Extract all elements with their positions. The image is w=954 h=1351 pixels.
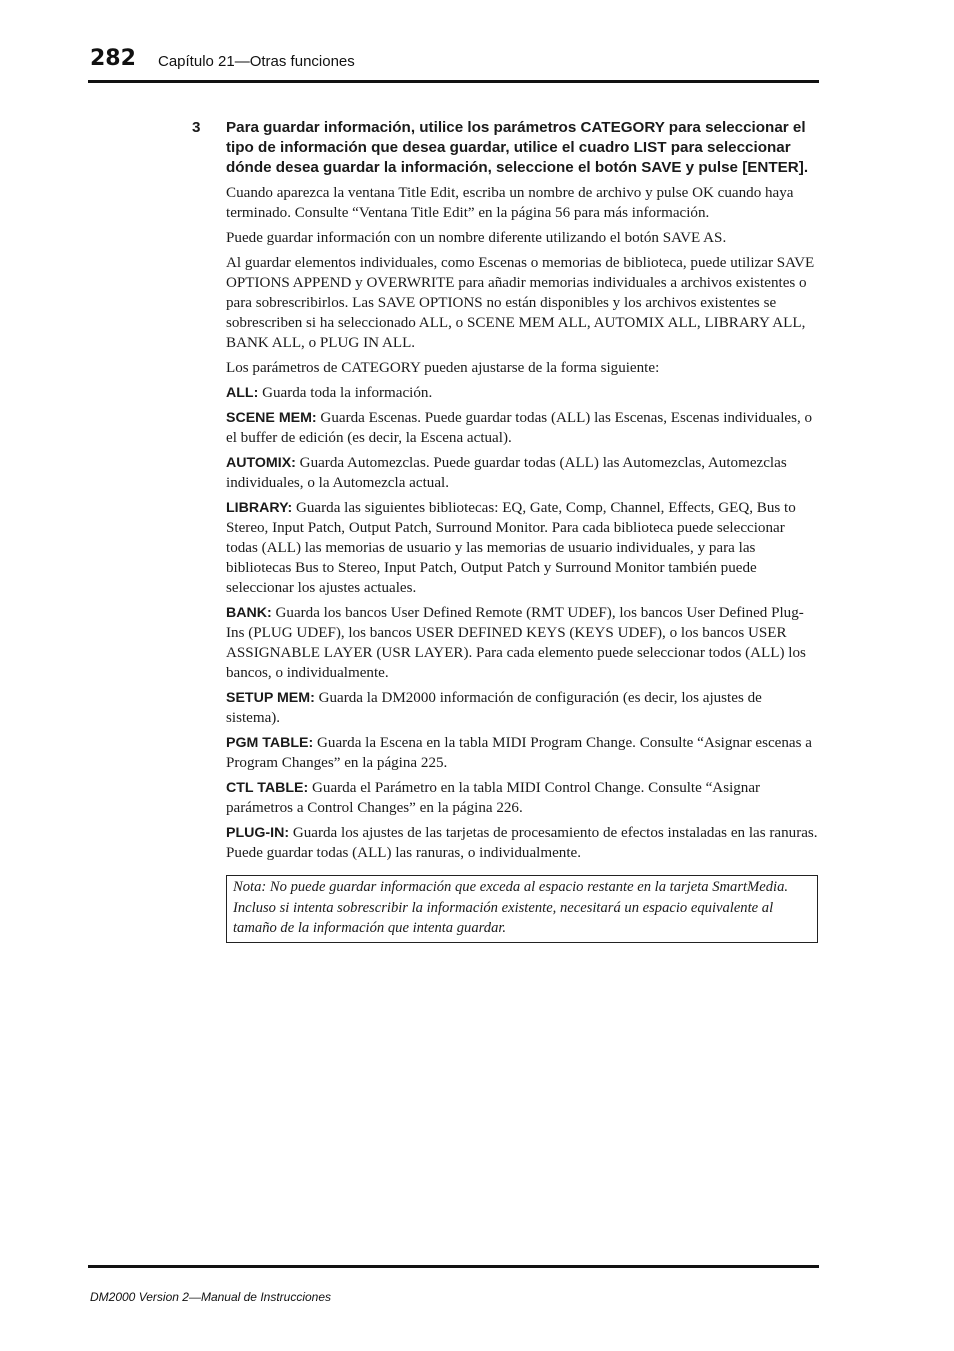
definition-scene-mem [226,408,818,448]
step-number: 3 [192,119,201,136]
definition-term: PLUG-IN: [226,825,290,841]
definition-term: CTL TABLE: [226,780,309,796]
definition-text: Guarda el Parámetro en la tabla MIDI Control Change. Consulte “Asignar parámetros a Control Changes” en la página 226. [226,780,761,816]
definition-library [226,498,818,598]
definition-bank [226,603,818,683]
step-body [226,183,818,943]
definition-all [226,383,818,403]
definition-term: SETUP MEM: [226,690,315,706]
definition-ctl-table [226,778,818,818]
definition-pgm-table [226,733,818,773]
chapter-title: Capítulo 21—Otras funciones [158,53,355,70]
definition-term: AUTOMIX: [226,455,296,471]
note-box: Nota: No puede guardar información que exceda al espacio restante en la tarjeta SmartMedia. Incluso si intenta sobrescribir la información existente, necesitará un espacio equivalente al tamaño de la información que intenta guardar. [226,875,818,943]
step-title: Para guardar información, utilice los parámetros CATEGORY para seleccionar el tipo de información que desea guardar, utilice el cuadro LIST para seleccionar dónde desea guardar la información, seleccione el botón SAVE y pulse [ENTER]. [226,119,809,176]
paragraph: Puede guardar información con un nombre diferente utilizando el botón SAVE AS. [226,230,727,246]
paragraph: Los parámetros de CATEGORY pueden ajustarse de la forma siguiente: [226,360,660,376]
main-content [192,118,818,943]
definition-term: BANK: [226,605,272,621]
definition-setup-mem [226,688,818,728]
page-header [88,44,819,82]
definition-text: Guarda Escenas. Puede guardar todas (ALL) las Escenas, Escenas individuales, o el buffer de edición (es decir, la Escena actual). [226,410,813,446]
definition-term: SCENE MEM: [226,410,317,426]
definition-text: Guarda la Escena en la tabla MIDI Program Change. Consulte “Asignar escenas a Program Changes” en la página 225. [226,735,812,771]
definition-plug-in [226,823,818,863]
definition-text: Guarda los bancos User Defined Remote (RMT UDEF), los bancos User Defined Plug-Ins (PLUG UDEF), los bancos USER DEFINED KEYS (KEYS UDEF), o los bancos USER ASSIGNABLE LAYER (USR LAYER). Para cada elemento puede seleccionar todos (ALL) los bancos, o individualmente. [226,605,806,681]
paragraph: Al guardar elementos individuales, como Escenas o memorias de biblioteca, puede utilizar SAVE OPTIONS APPEND y OVERWRITE para añadir memorias individuales a archivos existentes o para sobrescribirlos. Las SAVE OPTIONS no están disponibles y los archivos existentes se sobrescriben si ha seleccionado ALL, o SCENE MEM ALL, AUTOMIX ALL, LIBRARY ALL, BANK ALL, o PLUG IN ALL. [226,255,815,351]
definition-text: Guarda las siguientes bibliotecas: EQ, Gate, Comp, Channel, Effects, GEQ, Bus to Stereo, Input Patch, Output Patch, Surround Monitor. Para cada biblioteca puede seleccionar todas (ALL) las memorias de usuario y las memorias de usuario individuales, y para las bibliotecas Bus to Stereo, Input Patch, Output Patch y Surround Monitor también puede seleccionar los ajustes actuales. [226,500,796,596]
page-number: 282 [90,46,136,71]
definition-text: Guarda Automezclas. Puede guardar todas (ALL) las Automezclas, Automezclas individuales, o la Automezcla actual. [226,455,787,491]
footer-rule [88,1265,819,1268]
definition-text: Guarda la DM2000 información de configuración (es decir, los ajustes de sistema). [226,690,762,726]
definition-automix [226,453,818,493]
paragraph: Cuando aparezca la ventana Title Edit, escriba un nombre de archivo y pulse OK cuando haya terminado. Consulte “Ventana Title Edit” en la página 56 para más información. [226,185,794,221]
header-rule [88,80,819,83]
definition-text: Guarda toda la información. [258,385,433,401]
definition-term: ALL: [226,385,259,401]
definition-term: PGM TABLE: [226,735,314,751]
definition-text: Guarda los ajustes de las tarjetas de procesamiento de efectos instaladas en las ranuras. Puede guardar todas (ALL) las ranuras, o individualmente. [226,825,818,861]
definition-term: LIBRARY: [226,500,293,516]
page-footer: DM2000 Version 2—Manual de Instrucciones [90,1290,332,1304]
step-heading [192,118,818,178]
